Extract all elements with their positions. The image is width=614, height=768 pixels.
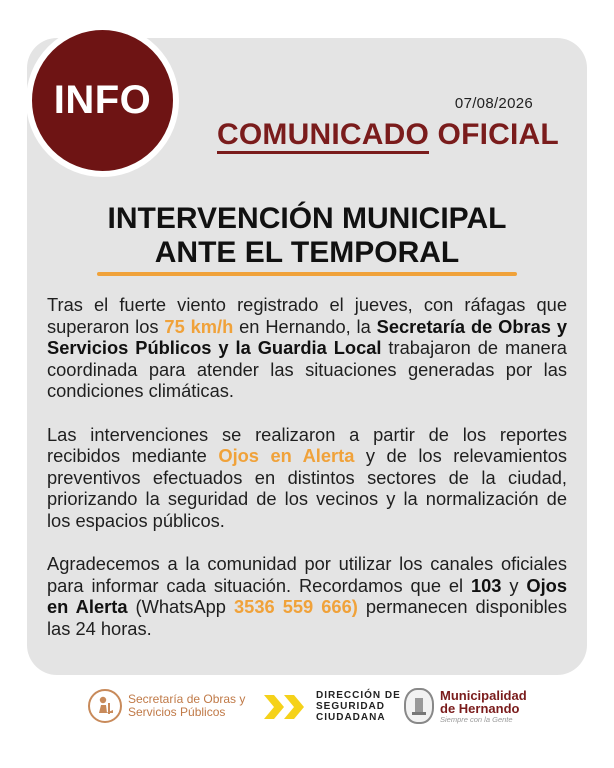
wind-speed: 75 km/h: [164, 315, 234, 337]
paragraph-3: [47, 553, 567, 639]
ojos-en-alerta-bold: Ojos en Alerta: [47, 574, 567, 617]
footer-logos: [0, 680, 614, 740]
p1-text-c: trabajaron de manera coordinada para atender las situaciones generadas por las condiciones climáticas.: [47, 337, 567, 401]
ojos-en-alerta-highlight: Ojos en Alerta: [218, 445, 355, 466]
paragraph-1: [47, 294, 567, 402]
info-badge: [26, 24, 179, 177]
official-title-rest: OFICIAL: [429, 118, 559, 151]
secretaria-line-2: Servicios Públicos: [128, 705, 226, 719]
muni-line-2: de Hernando: [440, 700, 520, 716]
direccion-line-1: DIRECCIÓN DE: [316, 690, 401, 701]
p1-organizations: Secretaría de Obras y Servicios Públicos y la Guardia Local: [47, 315, 567, 358]
info-badge-label: INFO: [53, 78, 152, 122]
body-text: [47, 294, 567, 661]
municipalidad-text: [440, 689, 527, 724]
direccion-line-2: SEGURIDAD: [316, 701, 386, 712]
seal-icon: [404, 688, 434, 724]
p3-text-b: y: [501, 574, 527, 596]
muni-tagline: Siempre con la Gente: [440, 714, 513, 724]
official-title-underlined: COMUNICADO: [217, 118, 429, 154]
headline: [40, 202, 574, 270]
p3-text-a: Agradecemos a la comunidad por utilizar los canales oficiales para informar cada situación. Recordamos que el: [47, 553, 567, 596]
municipalidad-logo: [404, 688, 527, 724]
paragraph-2: [47, 424, 567, 532]
headline-line-1: INTERVENCIÓN MUNICIPAL: [107, 202, 507, 235]
p3-text-c: (WhatsApp: [127, 596, 234, 617]
p2-text-b: y de los relevamientos preventivos efectuados en distintos sectores de la ciudad, priorizando la seguridad de los vecinos y la normalización de los espacios públicos.: [47, 445, 568, 531]
muni-line-1: Municipalidad: [440, 687, 527, 703]
direccion-logo: [262, 690, 401, 723]
secretaria-logo: [88, 689, 245, 723]
secretaria-line-1: Secretaría de Obras y: [128, 692, 246, 706]
direccion-line-3: CIUDADANA: [316, 712, 386, 723]
p2-text-a: Las intervenciones se realizaron a partir de los reportes recibidos mediante: [47, 423, 567, 466]
direccion-text: [316, 690, 401, 723]
p1-text-a: Tras el fuerte viento registrado el jueves, con ráfagas que superaron los: [47, 294, 567, 337]
official-title: [217, 118, 559, 152]
secretaria-text: [128, 693, 245, 719]
date: 07/08/2026: [454, 95, 533, 112]
whatsapp-number: 3536 559 666): [234, 596, 358, 617]
p3-text-d: permanecen disponibles las 24 horas.: [47, 596, 567, 639]
chevrons-right-icon: [262, 693, 308, 721]
emergency-number: 103: [470, 574, 502, 596]
p1-text-b: en Hernando, la: [233, 315, 377, 337]
worker-icon: [88, 689, 122, 723]
headline-divider: [97, 272, 517, 276]
headline-line-2: ANTE EL TEMPORAL: [154, 236, 460, 269]
